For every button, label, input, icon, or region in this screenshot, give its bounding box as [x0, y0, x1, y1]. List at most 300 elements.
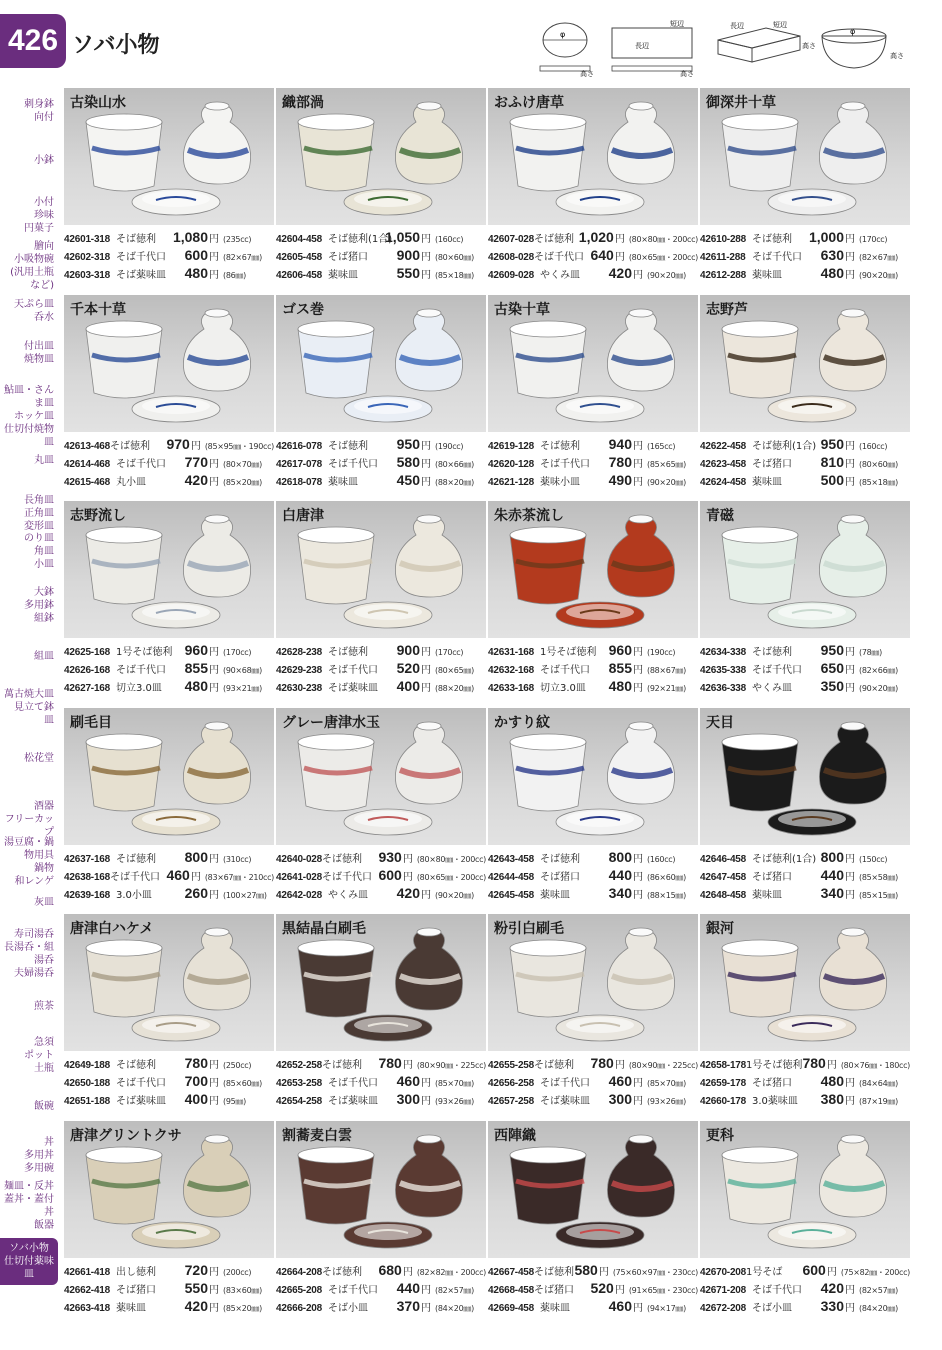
sidebar-category-9[interactable]: のり皿 角皿 小皿 — [24, 533, 54, 570]
yen-unit: 円 — [845, 476, 855, 488]
tokkuri-bottle-image — [395, 722, 462, 804]
product-price: 770 — [184, 453, 208, 470]
product-spec: (80×76㎜・180cc) — [840, 1061, 910, 1071]
product-row — [64, 229, 274, 247]
product-row — [488, 1280, 698, 1298]
soba-cup-image — [86, 734, 162, 811]
product-name: そば猪口 — [752, 458, 792, 470]
soba-cup-image — [86, 1147, 162, 1224]
product-price: 600 — [378, 866, 402, 883]
product-row — [488, 867, 698, 885]
tokkuri-bottle-image — [607, 515, 674, 597]
product-photo — [488, 88, 698, 225]
yen-unit: 円 — [402, 1060, 413, 1072]
sidebar-category-1[interactable]: 小鉢 — [34, 155, 54, 166]
product-row — [488, 1091, 698, 1109]
product-name: そば徳利 — [534, 1267, 575, 1278]
product-name: そば徳利 — [116, 1060, 156, 1072]
product-code: 42628-238 — [276, 647, 323, 659]
product-spec: (93×21㎜) — [223, 684, 262, 694]
product-rows — [276, 229, 486, 283]
product-spec: (90×68㎜) — [223, 666, 262, 676]
product-series-title: 天目 — [706, 714, 734, 731]
product-card — [488, 88, 698, 288]
product-row — [64, 472, 274, 490]
product-code: 42661-418 — [64, 1267, 111, 1278]
yakumi-plate-image — [556, 396, 644, 422]
product-price: 800 — [184, 848, 208, 865]
soba-cup-image — [510, 734, 586, 811]
yen-unit: 円 — [633, 647, 643, 659]
product-series-title: 青磁 — [706, 508, 734, 525]
product-rows — [64, 849, 274, 903]
yen-unit: 円 — [614, 252, 625, 263]
product-row — [700, 436, 910, 454]
product-code: 42665-208 — [276, 1285, 323, 1296]
product-spec: (170cc) — [435, 648, 464, 658]
product-row — [276, 1073, 486, 1091]
product-rows — [700, 849, 910, 903]
product-photo — [64, 501, 274, 638]
product-rows — [64, 436, 274, 490]
product-card — [64, 295, 274, 495]
product-rows — [276, 1055, 486, 1109]
product-row — [64, 867, 274, 885]
product-code: 42642-028 — [276, 889, 323, 901]
product-spec: (200cc) — [223, 1268, 252, 1277]
yen-unit: 円 — [633, 853, 643, 865]
product-price: 370 — [396, 1298, 420, 1314]
product-spec: (88×20㎜) — [435, 684, 474, 694]
product-row — [64, 1262, 274, 1280]
product-code: 42614-468 — [64, 458, 111, 470]
product-spec: (80×80㎜・200cc) — [416, 854, 486, 864]
product-row — [64, 1280, 274, 1298]
product-spec: (95㎜) — [223, 1097, 246, 1107]
product-rows — [700, 1055, 910, 1109]
product-row — [276, 678, 486, 696]
yakumi-plate-image — [132, 602, 220, 628]
product-price: 480 — [184, 678, 208, 695]
product-photo — [276, 708, 486, 845]
product-price: 700 — [184, 1073, 208, 1090]
tokkuri-bottle-image — [395, 1135, 462, 1217]
yakumi-plate-image — [556, 1222, 644, 1248]
product-photo — [488, 501, 698, 638]
product-price: 1,000 — [808, 229, 844, 245]
soba-cup-image — [510, 527, 586, 604]
category-sidebar — [0, 88, 58, 1338]
product-row — [276, 1091, 486, 1109]
tokkuri-bottle-image — [395, 309, 462, 391]
product-code: 42637-168 — [64, 853, 111, 865]
tokkuri-bottle-image — [395, 928, 462, 1010]
yen-unit: 円 — [614, 1060, 625, 1072]
product-price: 340 — [820, 884, 844, 901]
yen-unit: 円 — [190, 440, 201, 452]
product-photo — [700, 88, 910, 225]
product-name: そば薬味皿 — [328, 683, 378, 695]
product-name: そば猪口 — [752, 871, 792, 883]
yen-unit: 円 — [633, 1096, 643, 1108]
product-series-title: 西陣織 — [494, 1128, 536, 1144]
product-row — [488, 1298, 698, 1316]
product-spec: (170cc) — [859, 235, 888, 244]
yen-unit: 円 — [845, 1078, 855, 1090]
product-photo — [488, 295, 698, 432]
product-code: 42619-128 — [488, 440, 535, 452]
yen-unit: 円 — [421, 1285, 431, 1296]
yen-unit: 円 — [845, 440, 855, 452]
product-rows — [276, 849, 486, 903]
box-diagram — [718, 20, 816, 62]
product-photo — [64, 914, 274, 1051]
product-code: 42622-458 — [700, 440, 747, 452]
product-series-title: 白唐津 — [282, 508, 324, 525]
product-card — [488, 1121, 698, 1321]
product-code: 42657-258 — [488, 1096, 535, 1108]
sidebar-category-5[interactable]: 付出皿 焼物皿 — [24, 341, 54, 365]
product-name: 切立3.0皿 — [116, 683, 162, 695]
product-code: 42612-288 — [700, 270, 747, 281]
product-price: 800 — [820, 848, 844, 865]
sidebar-category-10[interactable]: 大鉢 多用鉢 組鉢 — [24, 587, 54, 624]
soba-cup-image — [510, 1147, 586, 1224]
dimension-diagrams — [530, 14, 930, 78]
product-code: 42626-168 — [64, 665, 111, 677]
product-spec: (85×20㎜) — [223, 477, 262, 487]
product-name: 丸小皿 — [116, 476, 146, 488]
product-rows — [488, 1055, 698, 1109]
yen-unit: 円 — [845, 871, 855, 883]
sidebar-category-18[interactable]: 煎茶 — [34, 1001, 54, 1012]
product-photo — [64, 708, 274, 845]
product-spec: (93×26㎜) — [435, 1097, 474, 1107]
sidebar-category-16[interactable]: 灰皿 — [34, 897, 54, 908]
product-price: 440 — [396, 1280, 420, 1296]
yen-unit: 円 — [845, 458, 855, 470]
yen-unit: 円 — [209, 1285, 219, 1296]
product-name: そば薬味皿 — [540, 1096, 590, 1108]
yen-unit: 円 — [209, 683, 219, 695]
sidebar-category-6[interactable]: 鮎皿・さんま皿 ホッケ皿 仕切付焼物皿 — [4, 385, 54, 448]
product-row — [488, 472, 698, 490]
product-row — [276, 642, 486, 660]
product-price: 490 — [608, 471, 632, 488]
yen-unit: 円 — [421, 665, 431, 677]
yakumi-plate-image — [556, 809, 644, 835]
product-code: 42613-468 — [64, 440, 111, 452]
product-price: 330 — [820, 1298, 844, 1314]
product-rows — [64, 229, 274, 283]
yen-unit: 円 — [421, 476, 431, 488]
product-name: そば徳利 — [752, 647, 792, 659]
product-spec: (85×70㎜) — [647, 1079, 686, 1089]
product-photo — [700, 914, 910, 1051]
product-rows — [276, 1262, 486, 1316]
sidebar-category-15[interactable]: 湯豆腐・鍋物用具 鍋物 和レンゲ — [4, 837, 54, 887]
sidebar-category-2[interactable]: 小付 珍味 円菓子 — [24, 197, 54, 234]
tokkuri-bottle-image — [607, 1135, 674, 1217]
product-name: 3.0小皿 — [116, 889, 152, 901]
tokkuri-bottle-image — [183, 515, 250, 597]
product-name: そば千代口 — [328, 458, 378, 470]
product-photo — [488, 708, 698, 845]
soba-cup-image — [298, 114, 374, 191]
sidebar-category-22[interactable]: 麺皿・反丼 蓋丼・蓋付丼 飯器 — [4, 1181, 54, 1231]
yen-unit: 円 — [845, 1303, 855, 1314]
sidebar-category-23[interactable]: ソバ小物 仕切付薬味皿 — [0, 1238, 58, 1285]
product-code: 42659-178 — [700, 1078, 747, 1090]
product-price: 480 — [820, 265, 844, 281]
product-code: 42603-318 — [64, 270, 111, 281]
product-code: 42633-168 — [488, 683, 535, 695]
yen-unit: 円 — [633, 683, 643, 695]
product-name: そば千代口 — [116, 252, 166, 263]
product-code: 42620-128 — [488, 458, 535, 470]
product-price: 950 — [396, 435, 420, 452]
product-code: 42604-458 — [276, 234, 323, 245]
product-spec: (150cc) — [859, 854, 888, 864]
sidebar-category-8[interactable]: 長角皿 正角皿 変形皿 — [24, 495, 54, 532]
sidebar-category-4[interactable]: 天ぷら皿 呑水 — [14, 299, 54, 323]
height-label-1: 高さ — [580, 70, 594, 78]
tokkuri-bottle-image — [607, 928, 674, 1010]
product-row — [700, 849, 910, 867]
product-row — [488, 1073, 698, 1091]
product-spec: (80×70㎜) — [223, 459, 262, 469]
yakumi-plate-image — [556, 189, 644, 215]
product-name: 薬味皿 — [116, 1303, 146, 1314]
product-spec: (88×67㎜) — [647, 666, 686, 676]
sidebar-category-3[interactable]: 膾向 小吸物碗 (汎用土瓶など) — [10, 241, 54, 291]
yen-unit: 円 — [845, 853, 855, 865]
product-card — [488, 708, 698, 908]
product-row — [700, 454, 910, 472]
product-price: 930 — [378, 848, 402, 865]
sidebar-category-12[interactable]: 萬古焼大皿 見立て鉢 皿 — [4, 689, 54, 726]
product-row — [700, 678, 910, 696]
product-card — [64, 708, 274, 908]
yen-unit: 円 — [633, 458, 643, 470]
product-price: 680 — [378, 1262, 402, 1278]
product-rows — [700, 436, 910, 490]
product-name: 出し徳利 — [116, 1267, 156, 1278]
product-row — [700, 1298, 910, 1316]
product-price: 500 — [820, 471, 844, 488]
product-row — [700, 265, 910, 283]
product-row — [276, 265, 486, 283]
product-spec: (91×65㎜・230cc) — [628, 1286, 698, 1295]
product-row — [488, 436, 698, 454]
product-code: 42635-338 — [700, 665, 747, 677]
product-code: 42656-258 — [488, 1078, 535, 1090]
yakumi-plate-image — [344, 1222, 432, 1248]
product-spec: (100×27㎜) — [223, 890, 267, 900]
yen-unit: 円 — [402, 853, 413, 865]
product-row — [700, 867, 910, 885]
sidebar-category-21[interactable]: 丼 多用丼 多用碗 — [24, 1137, 54, 1174]
product-price: 300 — [608, 1091, 632, 1108]
yakumi-plate-image — [768, 1015, 856, 1041]
product-spec: (235cc) — [223, 235, 252, 244]
yen-unit: 円 — [209, 476, 219, 488]
yen-unit: 円 — [209, 1303, 219, 1314]
product-spec: (90×20㎜) — [859, 684, 898, 694]
product-rows — [488, 436, 698, 490]
product-name: そば徳利(1合) — [752, 440, 817, 452]
product-row — [276, 885, 486, 903]
product-price: 630 — [820, 247, 844, 263]
product-spec: (84×20㎜) — [435, 1304, 474, 1313]
product-name: そば徳利 — [322, 1267, 363, 1278]
product-code: 42623-458 — [700, 458, 747, 470]
sidebar-category-17[interactable]: 寿司湯呑 長湯呑・組湯呑 夫婦湯呑 — [4, 929, 54, 979]
product-row — [700, 660, 910, 678]
product-name: そば徳利 — [322, 1060, 363, 1072]
product-code: 42602-318 — [64, 252, 111, 263]
product-row — [488, 1055, 698, 1073]
product-spec: (160cc) — [859, 441, 888, 451]
product-price: 480 — [184, 265, 208, 281]
rect-plate-diagram — [612, 19, 694, 78]
product-code: 42641-028 — [276, 871, 323, 883]
yakumi-plate-image — [344, 189, 432, 215]
product-code: 42652-258 — [276, 1060, 323, 1072]
sidebar-category-13[interactable]: 松花堂 — [24, 753, 54, 764]
product-row — [700, 1262, 910, 1280]
product-row — [276, 660, 486, 678]
yen-unit: 円 — [209, 252, 219, 263]
product-card — [64, 501, 274, 701]
product-price: 950 — [820, 642, 844, 659]
sidebar-category-11[interactable]: 組皿 — [34, 651, 54, 662]
product-series-title: 粉引白刷毛 — [494, 921, 564, 938]
product-name: 1号そば徳利 — [746, 1060, 803, 1072]
height-label-3: 高さ — [802, 42, 816, 50]
long-label-1: 長辺 — [635, 42, 649, 50]
product-spec: (85×60㎜) — [223, 1079, 262, 1089]
product-price: 340 — [608, 884, 632, 901]
product-spec: (82×57㎜) — [859, 1286, 898, 1295]
product-code: 42669-458 — [488, 1303, 535, 1314]
product-spec: (90×20㎜) — [859, 271, 898, 280]
product-name: 薬味皿 — [752, 476, 782, 488]
product-price: 650 — [820, 660, 844, 677]
yen-unit: 円 — [421, 270, 431, 281]
page-number: 426 — [0, 14, 66, 68]
product-price: 420 — [184, 1298, 208, 1314]
product-photo — [700, 501, 910, 638]
product-price: 480 — [608, 678, 632, 695]
product-code: 42621-128 — [488, 476, 535, 488]
product-row — [488, 885, 698, 903]
product-card — [700, 1121, 910, 1321]
product-name: そば猪口 — [534, 1285, 575, 1296]
yen-unit: 円 — [633, 871, 643, 883]
product-price: 460 — [608, 1073, 632, 1090]
product-name: そば千代口 — [540, 1078, 590, 1090]
product-rows — [700, 642, 910, 696]
soba-cup-image — [86, 114, 162, 191]
sidebar-category-14[interactable]: 酒器 フリーカップ — [4, 801, 54, 838]
product-code: 42647-458 — [700, 871, 747, 883]
product-spec: (80×60㎜) — [859, 459, 898, 469]
product-spec: (85×70㎜) — [435, 1079, 474, 1089]
soba-cup-image — [510, 114, 586, 191]
product-rows — [700, 229, 910, 283]
product-name: 薬味皿 — [328, 270, 358, 281]
product-row — [276, 472, 486, 490]
yakumi-plate-image — [556, 602, 644, 628]
tokkuri-bottle-image — [607, 722, 674, 804]
product-name: そば千代口 — [540, 458, 590, 470]
product-price: 640 — [590, 247, 614, 263]
round-plate-diagram — [540, 23, 594, 78]
product-spec: (80×80㎜・200cc) — [628, 235, 698, 244]
yen-unit: 円 — [826, 1267, 837, 1278]
product-row — [64, 885, 274, 903]
product-price: 550 — [396, 265, 420, 281]
product-price: 460 — [608, 1298, 632, 1314]
product-card — [700, 501, 910, 701]
product-price: 1,020 — [578, 229, 614, 245]
product-series-title: 古染十草 — [494, 301, 550, 318]
product-name: そば千代口 — [328, 665, 378, 677]
sidebar-category-20[interactable]: 飯碗 — [34, 1101, 54, 1112]
product-name: そば薬味皿 — [328, 1096, 378, 1108]
product-series-title: 志野流し — [70, 508, 126, 525]
product-row — [276, 247, 486, 265]
product-spec: (94×17㎜) — [647, 1304, 686, 1313]
product-code: 42606-458 — [276, 270, 323, 281]
product-photo — [64, 88, 274, 225]
sidebar-category-19[interactable]: 急須 ポット 土瓶 — [24, 1037, 54, 1074]
product-spec: (160cc) — [435, 235, 464, 244]
product-code: 42625-168 — [64, 647, 111, 659]
yen-unit: 円 — [633, 1078, 643, 1090]
product-row — [700, 1055, 910, 1073]
product-spec: (82×57㎜) — [435, 1286, 474, 1295]
product-photo — [700, 295, 910, 432]
product-series-title: 銀河 — [706, 921, 734, 938]
product-spec: (78㎜) — [859, 648, 882, 658]
yen-unit: 円 — [633, 1303, 643, 1314]
yen-unit: 円 — [633, 665, 643, 677]
soba-cup-image — [298, 940, 374, 1017]
product-name: 薬味皿 — [540, 1303, 570, 1314]
yakumi-plate-image — [344, 396, 432, 422]
product-price: 960 — [608, 642, 632, 659]
product-price: 855 — [184, 660, 208, 677]
yakumi-plate-image — [556, 1015, 644, 1041]
product-rows — [64, 642, 274, 696]
product-name: 薬味小皿 — [540, 476, 580, 488]
soba-cup-image — [722, 940, 798, 1017]
product-name: そば猪口 — [540, 871, 580, 883]
sidebar-category-0[interactable]: 刺身鉢 向付 — [24, 99, 54, 123]
product-code: 42650-188 — [64, 1078, 111, 1090]
product-name: そば小皿 — [752, 1303, 792, 1314]
tokkuri-bottle-image — [395, 102, 462, 184]
product-code: 42653-258 — [276, 1078, 323, 1090]
yakumi-plate-image — [768, 602, 856, 628]
product-price: 450 — [396, 471, 420, 488]
product-rows — [276, 642, 486, 696]
product-price: 260 — [184, 884, 208, 901]
sidebar-category-7[interactable]: 丸皿 — [34, 455, 54, 466]
product-row — [488, 849, 698, 867]
